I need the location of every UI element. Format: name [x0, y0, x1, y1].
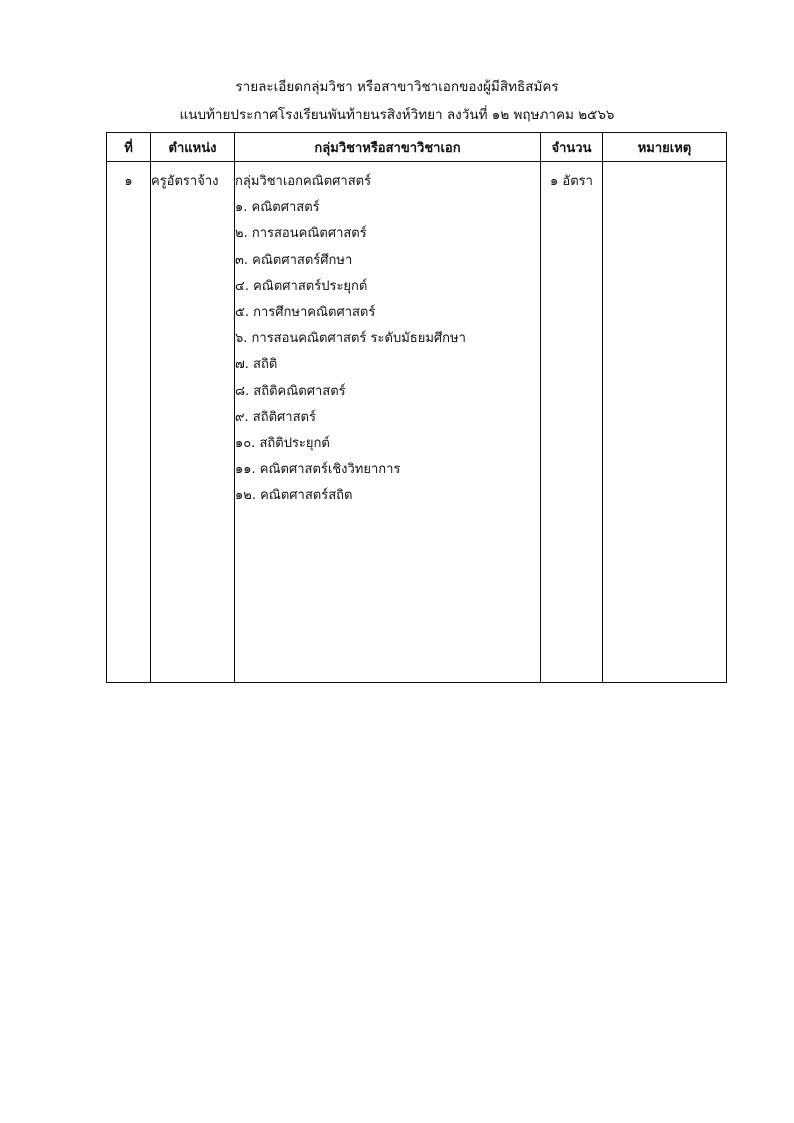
subject-item: ๕. การศึกษาคณิตศาสตร์: [235, 305, 376, 321]
subject-group-title: กลุ่มวิชาเอกคณิตศาสตร์: [235, 174, 372, 189]
subject-cell: [235, 162, 541, 683]
row-number: ๑: [124, 174, 133, 189]
document-title: รายละเอียดกลุ่มวิชา หรือสาขาวิชาเอกของผู้มีสิทธิสมัคร: [235, 79, 559, 95]
position-name: ครูอัตราจ้าง: [151, 174, 219, 189]
positions-table: [106, 132, 727, 683]
table-row: [107, 162, 727, 683]
column-header-remark: หมายเหตุ: [603, 133, 727, 162]
document-subtitle: แนบท้ายประกาศโรงเรียนพันท้ายนรสิงห์วิทยา ลงวันที่ ๑๒ พฤษภาคม ๒๕๖๖: [179, 107, 615, 123]
subject-item: ๖. การสอนคณิตศาสตร์ ระดับมัธยมศึกษา: [235, 331, 466, 347]
subject-item: ๑๐. สถิติประยุกต์: [235, 436, 330, 452]
subject-list: [235, 162, 540, 510]
subject-item: ๒. การสอนคณิตศาสตร์: [235, 226, 367, 242]
subject-item: ๓. คณิตศาสตร์ศึกษา: [235, 252, 353, 268]
column-header-no: ที่: [107, 133, 151, 162]
subject-item: ๘. สถิติคณิตศาสตร์: [235, 383, 346, 399]
position-cell: [151, 162, 235, 683]
column-header-subject: กลุ่มวิชาหรือสาขาวิชาเอก: [235, 133, 541, 162]
subject-item: ๑. คณิตศาสตร์: [235, 200, 320, 216]
position-count: ๑ อัตรา: [550, 174, 593, 189]
remark-text: [603, 162, 726, 169]
subject-item: ๙. สถิติศาสตร์: [235, 409, 316, 425]
column-header-position: ตำแหน่ง: [151, 133, 235, 162]
column-header-count: จำนวน: [541, 133, 603, 162]
subject-item: ๔. คณิตศาสตร์ประยุกต์: [235, 278, 368, 294]
subject-item: ๑๑. คณิตศาสตร์เชิงวิทยาการ: [235, 462, 401, 478]
row-number-cell: [107, 162, 151, 683]
count-cell: [541, 162, 603, 683]
remark-cell: [603, 162, 727, 683]
subject-item: ๑๒. คณิตศาสตร์สถิต: [235, 488, 353, 504]
table-header-row: [107, 133, 727, 162]
subject-item: ๗. สถิติ: [235, 357, 278, 373]
